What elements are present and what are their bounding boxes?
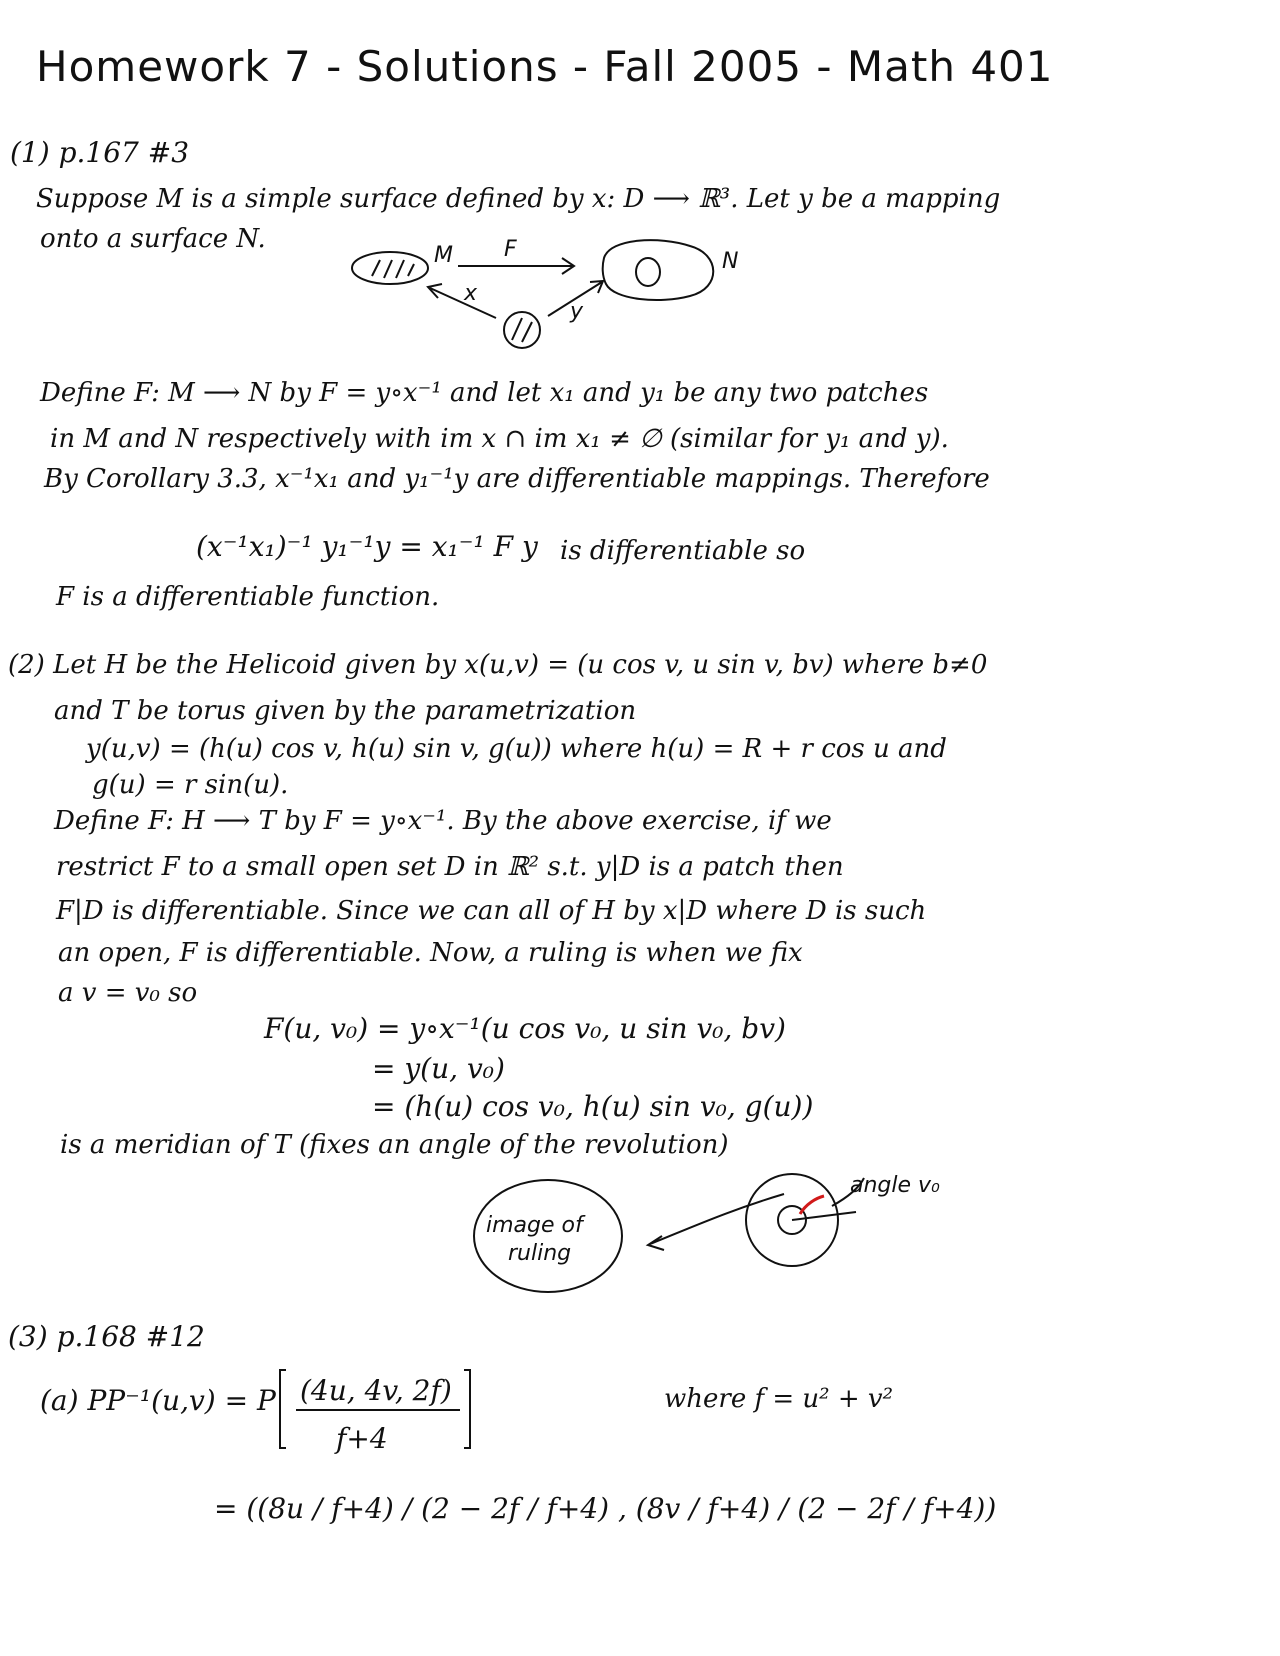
surface-n-blob [603, 240, 714, 300]
problem-1-line-1: Suppose M is a simple surface defined by x: D ⟶ ℝ³. Let y be a mapping [36, 184, 1001, 214]
problem-2-line-5: Define F: H ⟶ T by F = y∘x⁻¹. By the above exercise, if we [54, 806, 832, 836]
page-title: Homework 7 - Solutions - Fall 2005 - Math 401 [36, 42, 1054, 91]
arrow-to-image [648, 1194, 784, 1250]
domain-d-hatch [512, 318, 532, 342]
problem-1-label: (1) p.167 #3 [10, 136, 190, 169]
angle-label: angle v₀ [850, 1173, 940, 1198]
left-bracket [280, 1370, 286, 1448]
problem-1-para-3: By Corollary 3.3, x⁻¹x₁ and y₁⁻¹y are differentiable mappings. Therefore [44, 464, 990, 494]
problem-3-a-denominator: f+4 [336, 1422, 388, 1455]
problem-2-line-1: (2) Let H be the Helicoid given by x(u,v) = (u cos v, u sin v, bv) where b≠0 [8, 650, 988, 680]
mapping-diagram [352, 240, 713, 348]
problem-2-line-4: g(u) = r sin(u). [92, 770, 289, 800]
problem-2-line-8: an open, F is differentiable. Now, a ruling is when we fix [58, 938, 803, 968]
image-label-2: ruling [508, 1241, 572, 1266]
label-x: x [464, 281, 478, 306]
problem-1-conclusion: F is a differentiable function. [56, 582, 440, 612]
label-y: y [570, 299, 584, 324]
arrow-x [428, 284, 496, 318]
problem-1-para-1: Define F: M ⟶ N by F = y∘x⁻¹ and let x₁ and y₁ be any two patches [40, 378, 929, 408]
domain-d-circle [504, 312, 540, 348]
problem-3-a-numerator: (4u, 4v, 2f) [300, 1374, 452, 1407]
problem-3-where: where f = u² + v² [664, 1384, 893, 1414]
problem-1-equation: (x⁻¹x₁)⁻¹ y₁⁻¹y = x₁⁻¹ F y [196, 530, 538, 563]
label-n: N [722, 249, 739, 274]
problem-2-eq-2: = y(u, v₀) [372, 1052, 505, 1085]
problem-2-line-10: is a meridian of T (fixes an angle of the revolution) [60, 1130, 729, 1160]
problem-3-label: (3) p.168 #12 [8, 1320, 205, 1353]
image-label-1: image of [486, 1213, 583, 1238]
problem-3-a-lhs: (a) PP⁻¹(u,v) = P [40, 1384, 276, 1417]
surface-m-blob [352, 252, 428, 284]
label-f: F [504, 237, 517, 262]
problem-2-eq-1: F(u, v₀) = y∘x⁻¹(u cos v₀, u sin v₀, bv) [264, 1012, 786, 1045]
problem-2-line-6: restrict F to a small open set D in ℝ² s.t. y|D is a patch then [56, 852, 844, 882]
angle-arc-red [800, 1196, 824, 1214]
problem-1-para-2: in M and N respectively with im x ∩ im x₁ ≠ ∅ (similar for y₁ and y). [50, 424, 949, 454]
problem-2-line-3: y(u,v) = (h(u) cos v, h(u) sin v, g(u)) where h(u) = R + r cos u and [86, 734, 947, 764]
problem-2-line-9: a v = v₀ so [58, 978, 198, 1008]
problem-1-equation-tail: is differentiable so [560, 536, 806, 566]
problem-2-line-7: F|D is differentiable. Since we can all of H by x|D where D is such [56, 896, 927, 926]
surface-m-hatch [372, 260, 414, 278]
problem-2-eq-3: = (h(u) cos v₀, h(u) sin v₀, g(u)) [372, 1090, 814, 1123]
problem-2-line-2: and T be torus given by the parametrization [54, 696, 637, 726]
problem-3-line-2: = ((8u / f+4) / (2 − 2f / f+4) , (8v / f+4) / (2 − 2f / f+4)) [214, 1492, 997, 1525]
problem-1-line-2: onto a surface N. [40, 224, 266, 254]
problem-3-bracket [280, 1370, 470, 1448]
surface-n-patch [636, 258, 660, 286]
right-bracket [464, 1370, 470, 1448]
label-m: M [434, 243, 453, 268]
